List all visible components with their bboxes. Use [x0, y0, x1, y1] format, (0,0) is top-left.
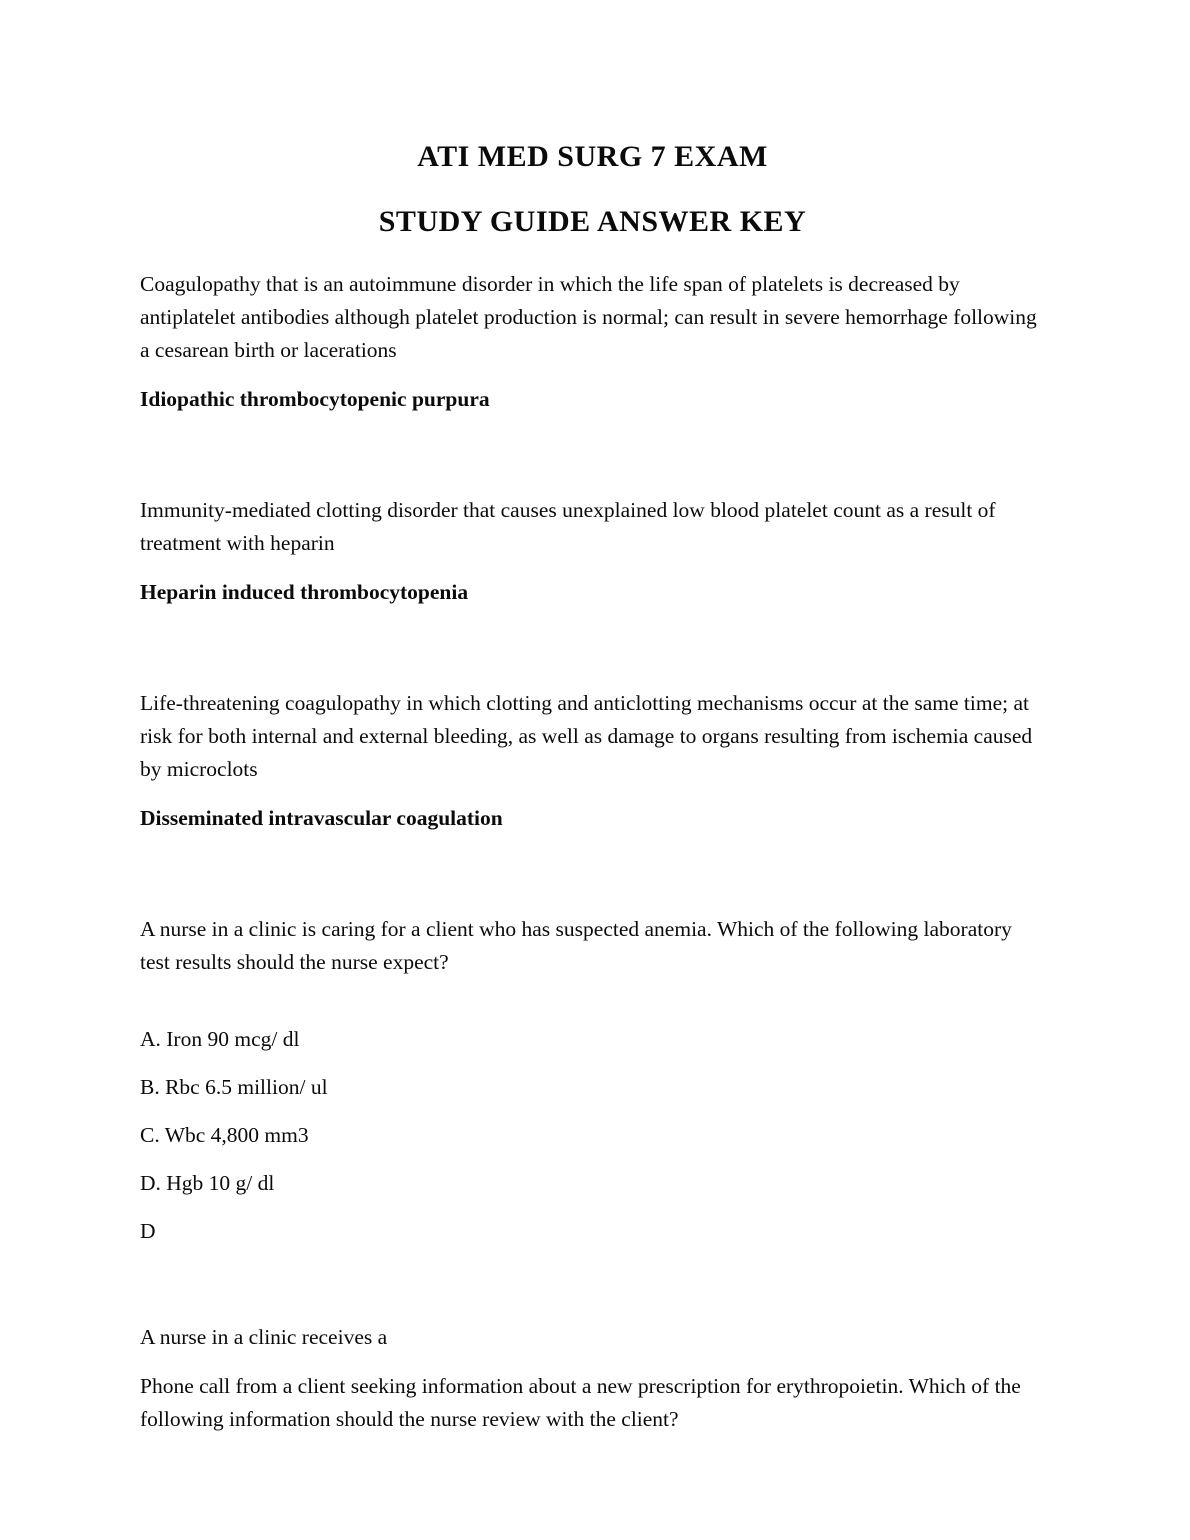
- question-1-answer: D: [140, 1219, 156, 1243]
- question-1-option-c: C. Wbc 4,800 mm3: [140, 1123, 309, 1147]
- question-1: A nurse in a clinic is caring for a client who has suspected anemia. Which of the following laboratory test results should the nurse expect?: [140, 917, 1012, 974]
- definition-1: Coagulopathy that is an autoimmune disorder in which the life span of platelets is decreased by antiplatelet antibodies although platelet production is normal; can result in severe hemorrhage following a cesarean birth or lacerations: [140, 272, 1037, 362]
- definition-3: Life-threatening coagulopathy in which clotting and anticlotting mechanisms occur at the same time; at risk for both internal and external bleeding, as well as damage to organs resulting from ischemia caused by microclots: [140, 691, 1033, 781]
- question-1-option-d: D. Hgb 10 g/ dl: [140, 1171, 275, 1195]
- question-2-intro: A nurse in a clinic receives a: [140, 1325, 388, 1349]
- section-spacer: [140, 432, 1045, 494]
- question-1-option-b: B. Rbc 6.5 million/ ul: [140, 1075, 328, 1099]
- question-1-option-a: A. Iron 90 mcg/ dl: [140, 1027, 300, 1051]
- answer-2: Heparin induced thrombocytopenia: [140, 580, 469, 604]
- question-spacer: [140, 995, 1045, 1023]
- document-title-line1: ATI MED SURG 7 EXAM: [417, 140, 768, 173]
- section-spacer: [140, 1263, 1045, 1321]
- answer-3: Disseminated intravascular coagulation: [140, 806, 503, 830]
- answer-1: Idiopathic thrombocytopenic purpura: [140, 387, 490, 411]
- document-title-line2: STUDY GUIDE ANSWER KEY: [378, 205, 807, 238]
- section-spacer: [140, 851, 1045, 913]
- question-2: Phone call from a client seeking information about a new prescription for erythropoietin. Which of the following information should the nurse review with the client?: [140, 1374, 1021, 1431]
- section-spacer: [140, 625, 1045, 687]
- definition-2: Immunity-mediated clotting disorder that causes unexplained low blood platelet count as a result of treatment with heparin: [140, 498, 996, 555]
